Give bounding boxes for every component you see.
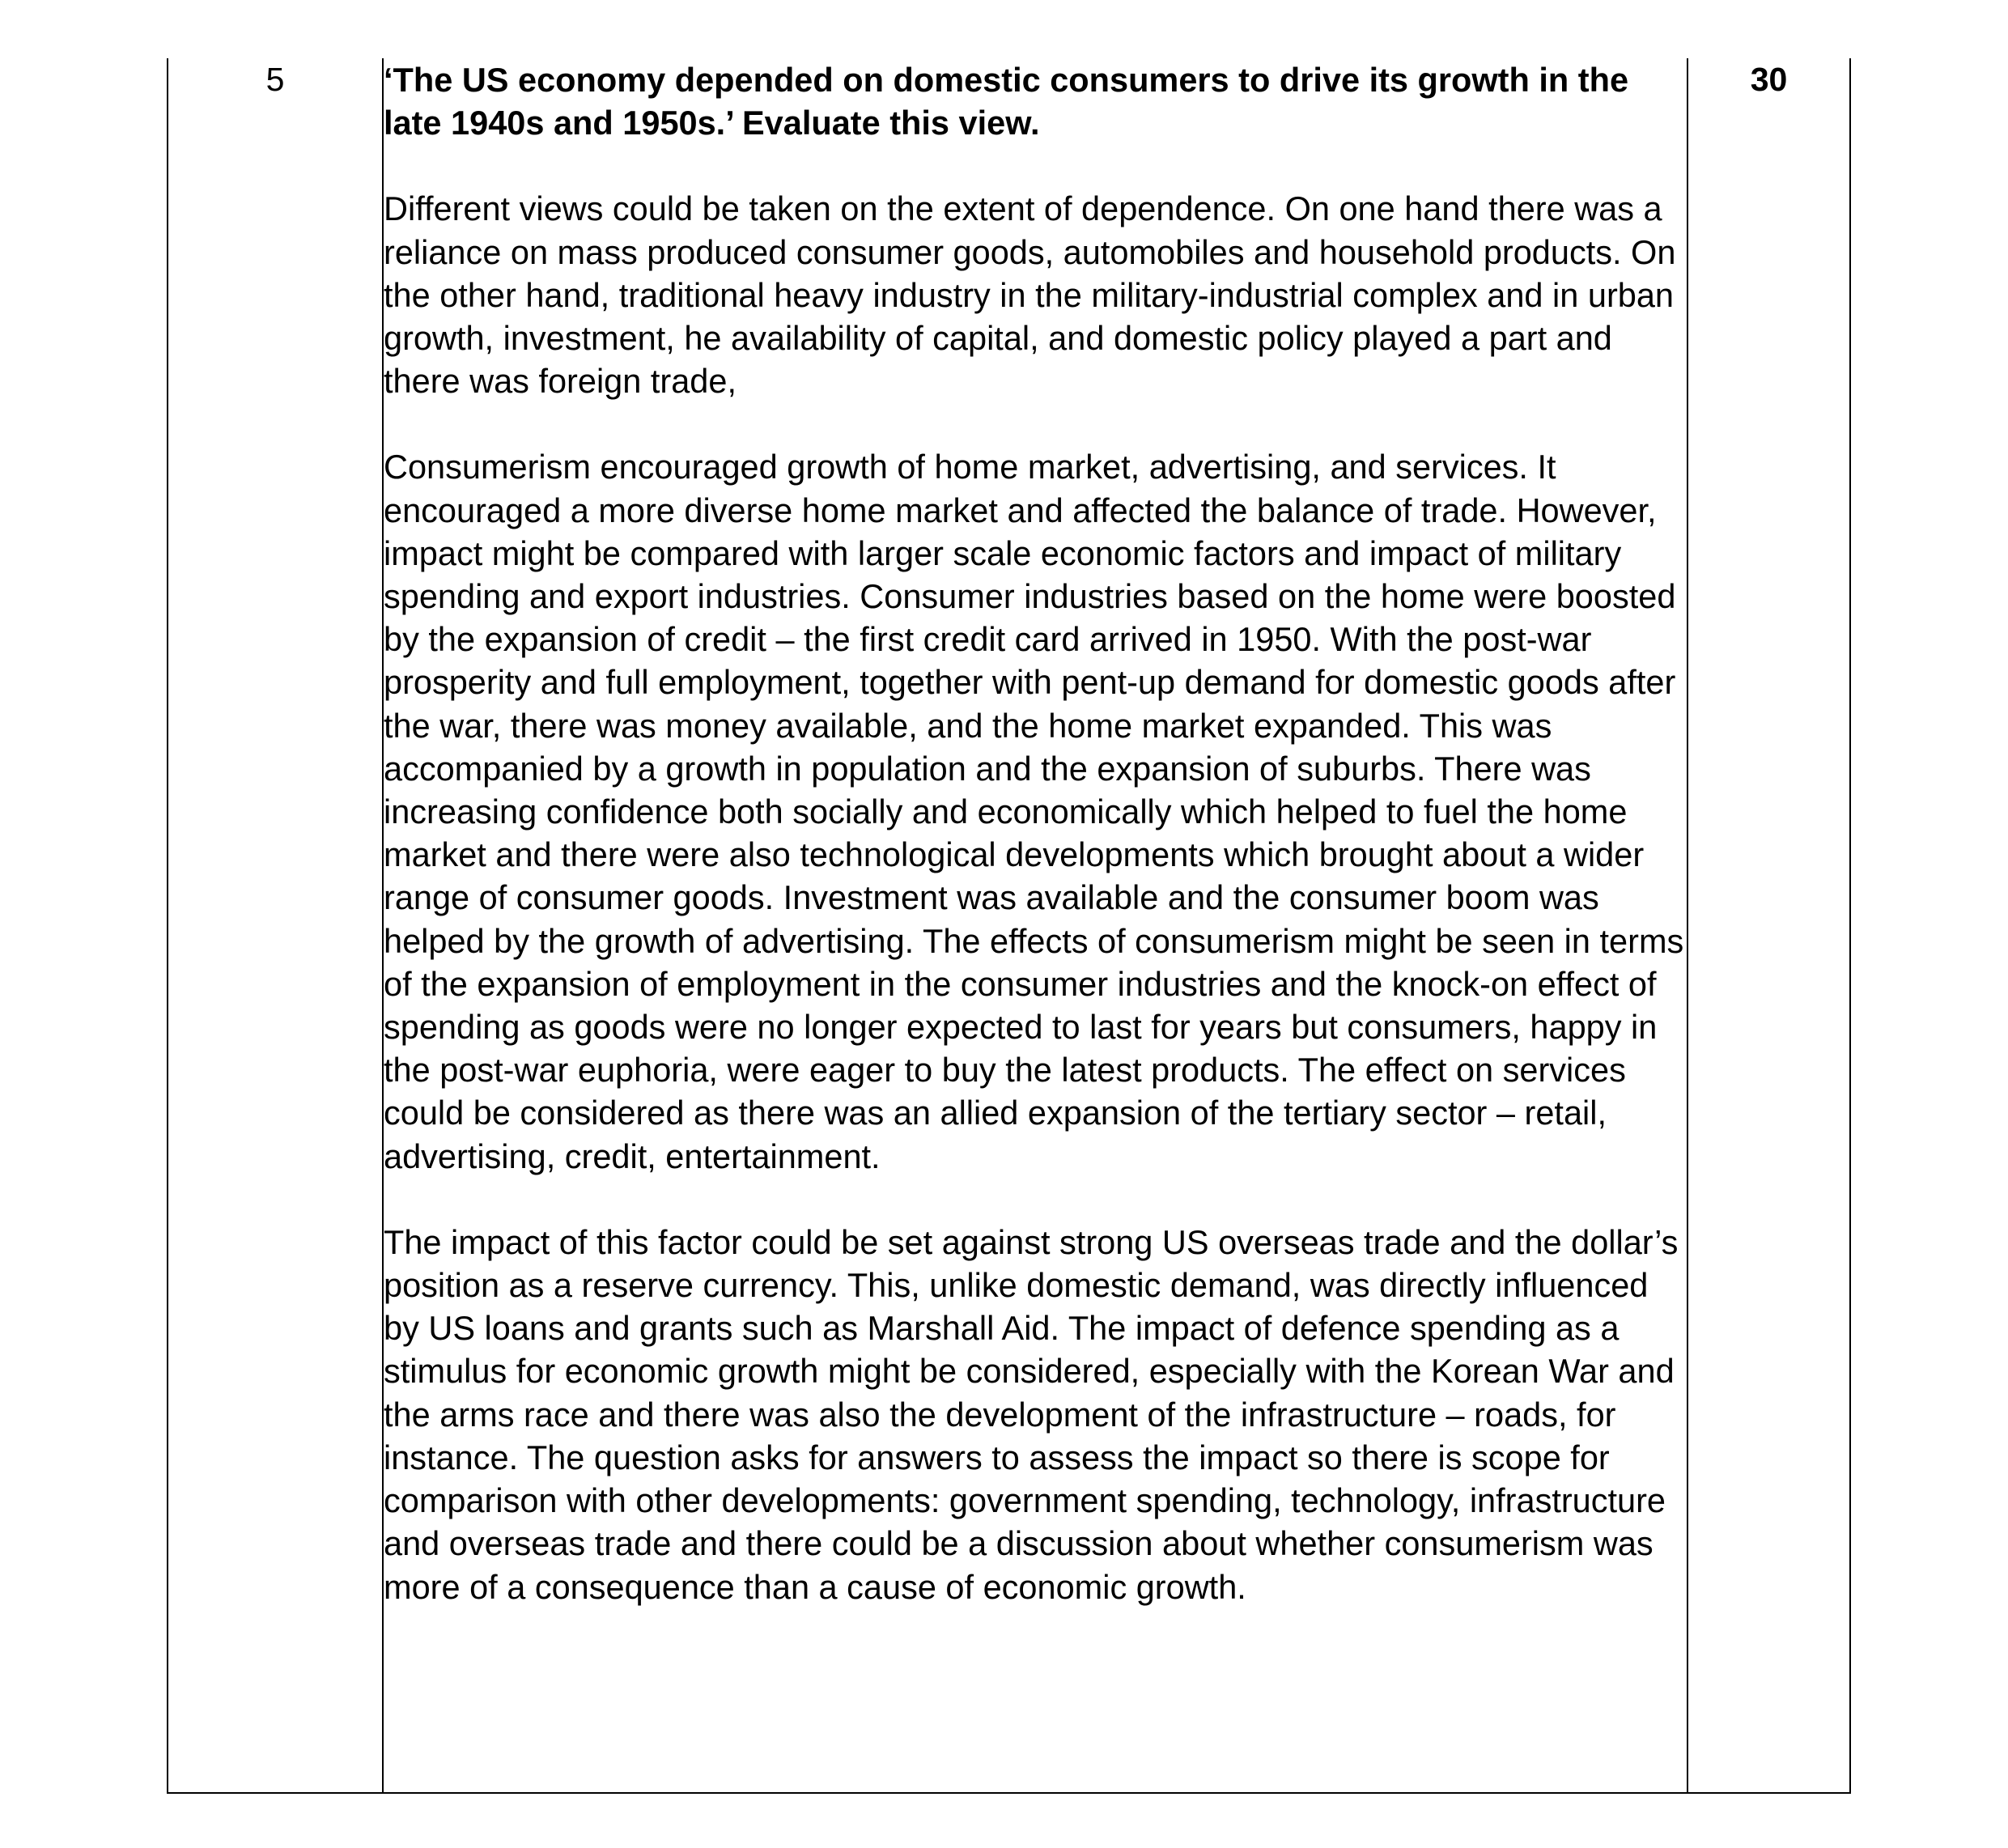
table-row bbox=[168, 58, 1850, 1793]
guidance-cell bbox=[383, 58, 1687, 1793]
marks-value: 30 bbox=[1687, 58, 1850, 1793]
question-number: 5 bbox=[168, 58, 383, 1793]
guidance-paragraph: Different views could be taken on the extent of dependence. On one hand there was a reliance on mass produced consumer goods, automobiles and household products. On the other hand, traditional heavy industry in the military-industrial complex and in urban growth, investment, he availability of capital, and domestic policy played a part and there was foreign trade, bbox=[384, 189, 1676, 401]
guidance-paragraph: The impact of this factor could be set against strong US overseas trade and the dollar’s position as a reserve currency. This, unlike domestic demand, was directly influenced by US loans and grants such as Marshall Aid. The impact of defence spending as a stimulus for economic growth might be considered, especially with the Korean War and the arms race and there was also the development of the infrastructure – roads, for instance. The question asks for answers to assess the impact so there is scope for comparison with other developments: government spending, technology, infrastructure and overseas trade and there could be a discussion about whether consumerism was more of a consequence than a cause of economic growth. bbox=[384, 1222, 1679, 1606]
guidance-paragraph: Consumerism encouraged growth of home market, advertising, and services. It encouraged a more diverse home market and affected the balance of trade. However, impact might be compared with larger scale economic factors and impact of military spending and export industries. Consumer industries based on the home were boosted by the expansion of credit – the first credit card arrived in 1950. With the post-war prosperity and full employment, together with pent-up demand for domestic goods after the war, there was money available, and the home market expanded. This was accompanied by a growth in population and the expansion of suburbs. There was increasing confidence both socially and economically which helped to fuel the home market and there were also technological developments which brought about a wider range of consumer goods. Investment was available and the consumer boom was helped by the growth of advertising. The effects of consumerism might be seen in terms of the expansion of employment in the consumer industries and the knock-on effect of spending as goods were no longer expected to last for years but consumers, happy in the post-war euphoria, were eager to buy the latest products. The effect on services could be considered as there was an allied expansion of the tertiary sector – retail, advertising, credit, entertainment. bbox=[384, 448, 1684, 1175]
mark-scheme-table bbox=[167, 58, 1851, 1794]
question-text: ‘The US economy depended on domestic consumers to drive its growth in the late 1940s and 1950s.’ Evaluate this view. bbox=[384, 61, 1629, 142]
